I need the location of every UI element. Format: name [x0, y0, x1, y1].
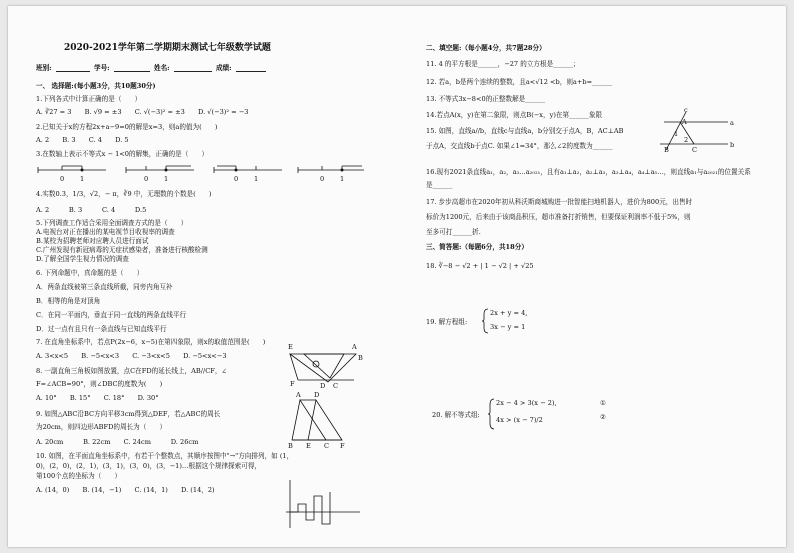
- q9-label-d: D: [314, 391, 320, 399]
- q15-label-b-line: b: [730, 141, 735, 149]
- q12: 12. 若a，b是两个连续的整数，且a<√12 <b，则a+b=______: [426, 78, 612, 86]
- q9-stem-2: 为20cm，则四边形ABFD的周长为（ ）: [36, 423, 167, 431]
- q6-option-a: A．两条直线被第三条直线所截，同旁内角互补: [36, 283, 173, 291]
- q16-line1: 16.现有2021条直线a₁，a₂，a₃…a₂₀₂₁，且有a₁⊥a₂，a₂⊥a₃，a₃⊥a₄，a₄⊥a₅…，则直线a₁与a₂₀₂₁的位置关系: [426, 168, 751, 176]
- q1-options: A. ∛27 = 3 B. √9 = ±3 C. √(−3)² = ±3 D. √(−3)² = −3: [36, 108, 249, 116]
- q10-stem-2: 0)，(2，0)，(2，1)，(3，1)，(3，0)，(3，−1)…根据这个规律探索可得，: [36, 462, 262, 470]
- q17-line3: 至多可打______折.: [426, 228, 481, 236]
- q8-label-c: C: [333, 382, 339, 390]
- q5-option-c: C.广州发现有新冠病毒的无症状感染者，准备进行核酸检测: [36, 246, 208, 254]
- q20-mark1: ①: [600, 399, 606, 407]
- q15-label-c-point: C: [692, 146, 698, 154]
- q19-eq1: 2x + y = 4,: [490, 309, 528, 317]
- q1-stem: 1.下列各式中计算正确的是（ ）: [36, 95, 142, 103]
- q8-label-b: B: [358, 354, 363, 362]
- q3-label-7: 1: [340, 175, 345, 183]
- q10-figure: [284, 472, 364, 532]
- q3-label-2: 0: [144, 175, 149, 183]
- q15-line2: 于点A，交直线b于点C. 如果∠1=34°，那么∠2的度数为______: [426, 142, 613, 150]
- q6-option-c: C．在同一平面内，垂直于同一直线的两条直线平行: [36, 311, 187, 319]
- q11: 11. 4 的平方根是______，−27 的立方根是______；: [426, 60, 580, 68]
- q8-label-a: A: [352, 343, 357, 351]
- q20-brace: [488, 398, 496, 430]
- q20-mark2: ②: [600, 413, 606, 421]
- q15-label-a-line: a: [730, 119, 734, 127]
- q8-label-d: D: [320, 382, 326, 390]
- q3-label-5: 1: [254, 175, 259, 183]
- q8-stem: 8. 一副直角三角板如图放置，点C在FD的延长线上，AB//CF，∠: [36, 367, 227, 375]
- number-label: 学号:: [94, 64, 110, 72]
- section2-heading: 二、填空题:（每小题4分，共7题28分）: [426, 44, 546, 52]
- q9-label-a: A: [296, 391, 301, 399]
- q17-line1: 17. 步步高超市在2020年初从科沃斯商城购进一批智能扫地机器人，进价为800元，出售时: [426, 198, 693, 206]
- q10-stem-3: 第100个点的坐标为（ ）: [36, 472, 122, 480]
- section1-heading: 一、 选择题:(每小题3分，共10题30分): [36, 82, 156, 90]
- q3-label-3: 1: [164, 175, 169, 183]
- q13: 13. 不等式3x−8<0的正整数解是______: [426, 95, 546, 103]
- q15-label-a-point: A: [682, 118, 687, 126]
- q15-line1: 15. 如图，直线a//b，直线c与直线a，b分别交于点A，B，AC⊥AB: [426, 127, 624, 135]
- q17-line2: 标价为1200元，后来由于该商品积压，超市准备打折销售，但要保证利润率不低于5%，则: [426, 213, 691, 221]
- q4-options: A. 2 B. 3 C. 4 D.5: [36, 206, 147, 214]
- q9-stem: 9. 如图△ABC沿BC方向平移3cm得到△DEF，若△ABC的周长: [36, 410, 221, 418]
- q6-option-b: B．相等的角是对顶角: [36, 297, 101, 305]
- number-blank[interactable]: [114, 71, 150, 72]
- section3-heading: 三、简答题:（每题6分，共18分）: [426, 243, 528, 251]
- q6-option-d: D．过一点有且只有一条直线与已知直线平行: [36, 325, 167, 333]
- q14: 14.若点A(x，y)在第二象限，则点B(−x，y)在第______象限: [426, 111, 603, 119]
- q2-stem: 2.已知关于x的方程2x+a−9=0的解是x=3，则a的值为( ): [36, 123, 218, 131]
- q20-eq2: 4x > (x − 7)/2: [496, 416, 543, 424]
- q19-brace: [482, 308, 490, 334]
- q9-options: A. 20cm B. 22cm C. 24cm D. 26cm: [36, 438, 199, 446]
- q20-label: 20. 解不等式组:: [432, 411, 480, 419]
- name-blank[interactable]: [174, 71, 212, 72]
- q9-label-b: B: [288, 442, 293, 450]
- q9-label-e: E: [306, 442, 311, 450]
- q15-label-c: c: [684, 106, 688, 114]
- score-label: 成绩:: [216, 64, 232, 72]
- q8-stem-2: F=∠ACB=90°，则∠DBC的度数为( ): [36, 380, 163, 388]
- q3-label-1: 1: [80, 175, 85, 183]
- q9-label-c: C: [324, 442, 330, 450]
- q8-figure: [286, 348, 366, 388]
- q10-stem: 10. 如图，在平面直角坐标系中，有若干个整数点，其顺序按图中"→"方向排列，如 (1，: [36, 452, 294, 460]
- name-label: 姓名:: [154, 64, 170, 72]
- exam-title: 2020-2021学年第二学期期末测试七年级数学试题: [64, 43, 271, 53]
- score-blank[interactable]: [236, 71, 266, 72]
- class-label: 班别:: [36, 64, 52, 72]
- q6-stem: 6. 下列命题中，真命题的是（ ）: [36, 269, 144, 277]
- q9-figure: [290, 396, 360, 446]
- q9-label-f: F: [340, 442, 345, 450]
- q4-stem: 4.实数0.3，1/3，√2，− π，∛9 中，无理数的个数是( ): [36, 190, 212, 198]
- exam-page: [8, 6, 786, 547]
- q5-option-b: B.某校为招聘老师对应聘人员进行面试: [36, 237, 149, 245]
- q15-label-b-point: B: [664, 146, 669, 154]
- q18: 18. ∛−8 − √2 + | 1 − √2 | + √25: [426, 262, 534, 270]
- q3-label-6: 0: [320, 175, 325, 183]
- class-blank[interactable]: [56, 71, 90, 72]
- q20-eq1: 2x − 4 > 3(x − 2),: [496, 399, 557, 407]
- q15-label-1: 1: [674, 130, 679, 138]
- q5-option-d: D.了解全国学生视力情况的调查: [36, 255, 129, 263]
- q15-label-2: 2: [684, 136, 689, 144]
- q8-label-e: E: [288, 343, 293, 351]
- q10-options: A. (14，0) B. (14，−1) C. (14，1) D. (14，2): [36, 486, 215, 494]
- q19-label: 19. 解方程组:: [426, 318, 468, 326]
- q16-line2: 是______: [426, 181, 453, 189]
- q3-number-lines: [36, 162, 366, 184]
- q8-label-f: F: [290, 380, 295, 388]
- q19-eq2: 3x − y = 1: [490, 323, 526, 331]
- q3-stem: 3.在数轴上表示不等式x − 1<0的解集，正确的是（ ）: [36, 150, 209, 158]
- q5-stem: 5.下列调查工作适合采用全面调查方式的是（ ）: [36, 219, 188, 227]
- q2-options: A. 2 B. 3 C. 4 D. 5: [36, 136, 129, 144]
- q3-label-4: 0: [234, 175, 239, 183]
- q7-options: A. 3<x<5 B. −5<x<3 C. −3<x<5 D. −5<x<−3: [36, 352, 227, 360]
- q3-label-0: 0: [60, 175, 65, 183]
- q8-options: A. 10° B. 15° C. 18° D. 30°: [36, 394, 159, 402]
- q7-stem: 7. 在直角坐标系中，若点P(2x−6，x−5)在第四象限，则x的取值范围是( ): [36, 338, 266, 346]
- q5-option-a: A.电视台对正在播出的某电视节目收视率的调查: [36, 228, 175, 236]
